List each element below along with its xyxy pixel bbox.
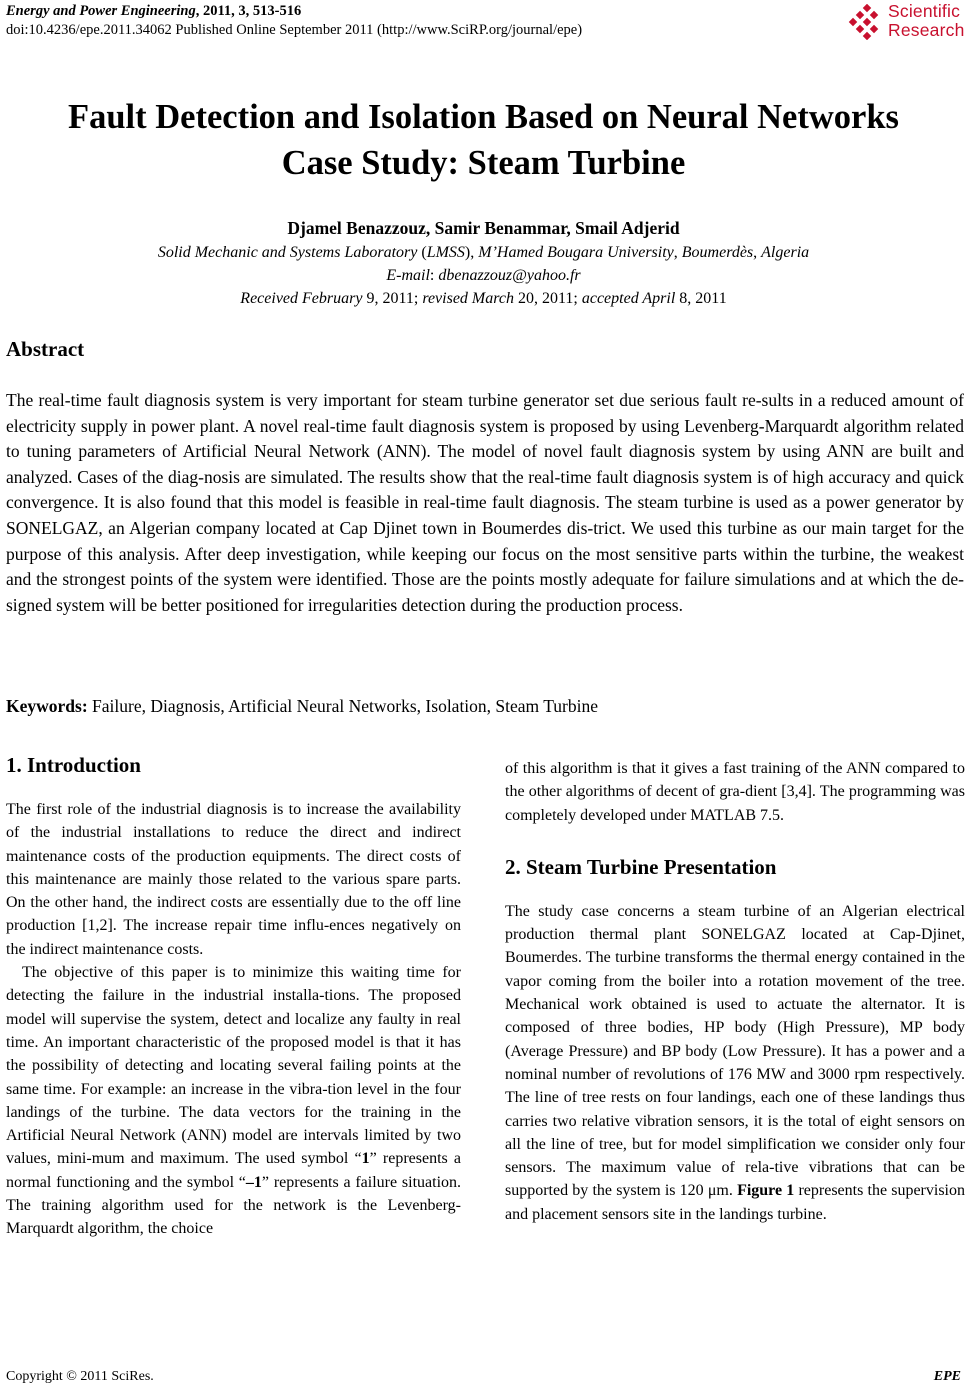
title-line-1: Fault Detection and Isolation Based on Neural Networks: [68, 98, 899, 136]
journal-citation: [6, 2, 582, 21]
affiliation-block: [0, 241, 967, 310]
journal-volume: , 2011, 3, 513-516: [195, 3, 302, 19]
copyright-footer: Copyright © 2011 SciRes.: [6, 1369, 154, 1384]
turbine-p1-part-a: The study case concerns a steam turbine of an Algerian electrical production thermal plant SONELGAZ located at Cap-Djinet, Boumerdes. The turbine transforms the thermal energy contained in the vapor coming from the boiler into a rotation movement of the tree. Mechanical work obtained is used to actuate the alternator. It is composed of three bodies, HP body (High Pressure), MP body (Average Pressure) and BP body (Low Pressure). It has a power and a nominal number of revolutions of 176 MW and 3000 rpm respectively. The line of tree rests on four landings, each one of these landings thus carries two relative vibration sensors, it is the total of eight sensors on all the line of tree, but for model simplification we consider only four sensors. The maximum value of rela-tive vibrations that can be supported by the system is 120 μm.: [505, 902, 965, 1200]
affiliation-line: Solid Mechanic and Systems Laboratory (LMSS), M’Hamed Bougara University, Boumerdès, Algeria: [157, 244, 810, 261]
intro-paragraph-2: [6, 961, 461, 1241]
accepted-date: 8, 2011: [675, 290, 727, 307]
figure-1-ref[interactable]: Figure 1: [737, 1182, 795, 1200]
accepted-label: accepted April: [581, 290, 676, 307]
revised-date: 20, 2011;: [513, 290, 582, 307]
logo-line-2: Research: [888, 20, 965, 40]
journal-abbr-footer: EPE: [933, 1369, 961, 1384]
turbine-paragraph-1: [505, 900, 965, 1226]
email-address[interactable]: dbenazzouz@yahoo.fr: [438, 267, 581, 284]
section-2-heading: 2. Steam Turbine Presentation: [505, 854, 777, 879]
right-column: [505, 757, 965, 1226]
revised-label: revised March: [422, 290, 514, 307]
intro-paragraph-1: The first role of the industrial diagnosis is to increase the availability of the industrial installations to reduce the direct and indirect maintenance costs of the production equipments. The direct costs of this maintenance are mainly those related to the various spare parts. On the other hand, the indirect costs are essentially due to the off line production [1,2]. The increase repair time influ-ences negatively on the indirect maintenance costs.: [6, 801, 461, 958]
symbol-normal: 1: [361, 1150, 370, 1168]
symbol-failure: –1: [245, 1173, 262, 1191]
abstract-heading: Abstract: [6, 337, 85, 361]
left-column: [6, 752, 461, 1241]
keywords-label: Keywords:: [6, 696, 88, 716]
country-name: Algeria: [761, 244, 810, 261]
turbine-p1-part-b: represents the supervision and placement sensors site in the landings turbine.: [505, 1182, 966, 1223]
logo-wordmark: [888, 2, 965, 40]
received-date: 9, 2011;: [362, 290, 423, 307]
lab-abbr: LMSS: [426, 244, 465, 261]
scientific-research-logo: [848, 2, 967, 44]
keywords-text: Failure, Diagnosis, Artificial Neural Networks, Isolation, Steam Turbine: [87, 696, 599, 716]
journal-name: Energy and Power Engineering: [6, 3, 196, 19]
abstract-text: The real-time fault diagnosis system is very important for steam turbine generator set due serious fault re-sults in a reduced amount of electricity supply in power plant. A novel real-time fault diagnosis system is proposed by using Levenberg-Marquardt algorithm related to tuning parameters of Artificial Neural Network (ANN). The model of novel fault diagnosis system by using ANN are built and analyzed. Cases of the diag-nosis are simulated. The results show that the real-time fault diagnosis system is of high accuracy and quick convergence. It is also found that this model is feasible in real-time fault diagnosis. The steam turbine is used as a power generator by SONELGAZ, an Algerian company located at Cap Djinet town in Boumerdes dis-trict. We used this turbine as our main target for the purpose of this analysis. After deep investigation, while keeping our focus on the most sensitive parts within the turbine, the weakest and the strongest points of the system were identified. Those are the points mostly adequate for failure simulations and at which the de-signed system will be better positioned for irregularities detection during the production process.: [6, 390, 964, 615]
section-1-heading: 1. Introduction: [6, 753, 141, 777]
author-list: Djamel Benazzouz, Samir Benammar, Smail Adjerid: [287, 218, 680, 238]
title-line-2: Case Study: Steam Turbine: [281, 144, 686, 182]
doi-line: doi:10.4236/epe.2011.34062 Published Online September 2011 (http://www.SciRP.org/journal/epe): [6, 22, 583, 38]
intro-p2-part-c: ” represents a failure situation. The training algorithm used for the network is the Levenberg-Marquardt algorithm, the choice: [6, 1173, 462, 1238]
city-name: Boumerdès: [681, 244, 754, 261]
email-line: E-mail: dbenazzouz@yahoo.fr: [386, 267, 581, 284]
intro-paragraph-3: of this algorithm is that it gives a fast training of the ANN compared to the other algorithms of decent of gra-dient [3,4]. The programming was completely developed under MATLAB 7.5.: [505, 760, 965, 824]
dates-line: [0, 287, 967, 310]
journal-header: [6, 2, 582, 40]
lab-name: Solid Mechanic and Systems Laboratory: [157, 244, 418, 261]
keywords-line: [6, 694, 598, 719]
received-label: Received February: [240, 290, 363, 307]
paper-title: [0, 94, 967, 186]
logo-line-1: Scientific: [888, 1, 961, 21]
university-name: M’Hamed Bougara University: [478, 244, 674, 261]
logo-mark-icon: [848, 4, 884, 40]
email-label: E-mail: [386, 267, 430, 284]
intro-p2-part-b: ” represents a normal functioning and the symbol “: [6, 1150, 462, 1191]
intro-p2-part-a: The objective of this paper is to minimize this waiting time for detecting the failure in the industrial installa-tions. The proposed model will supervise the system, detect and localize any faulty in real time. An important characteristic of the proposed model is that it has the possibility of detecting and locating several failing points at the same time. For example: an increase in the vibra-tion level in the four landings of the turbine. The data vectors for the training in the Artificial Neural Network (ANN) model are intervals limited by two values, mini-mum and maximum. The used symbol “: [6, 964, 461, 1168]
